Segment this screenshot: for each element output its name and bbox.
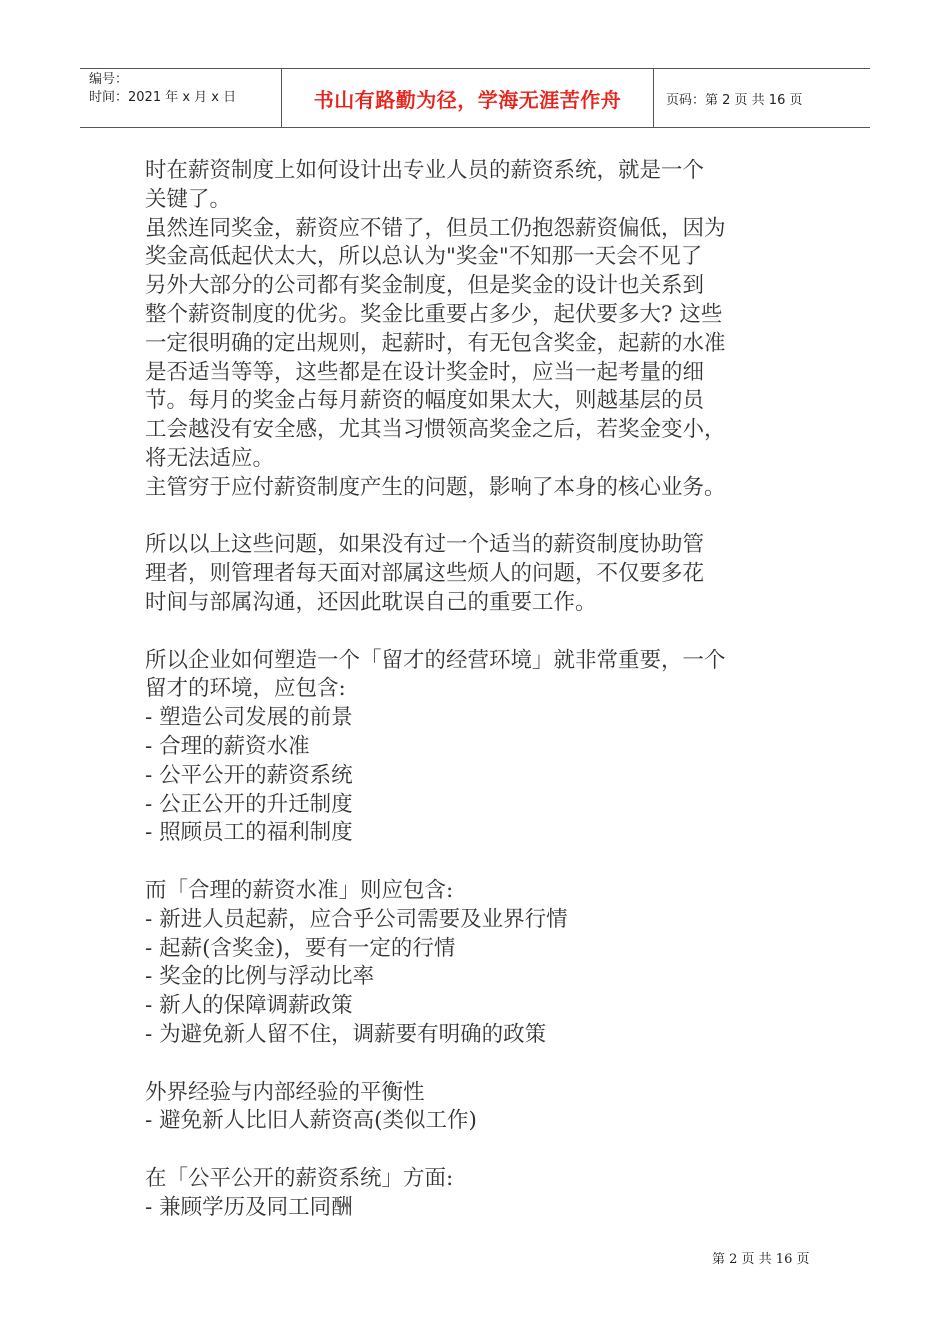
paragraph-gap bbox=[145, 503, 825, 532]
text-line: 虽然连同奖金，薪资应不错了，但员工仍抱怨薪资偏低，因为 bbox=[145, 215, 726, 241]
text-line: 留才的环境，应包含: bbox=[145, 676, 346, 702]
list-item: - 新人的保障调薪政策 bbox=[145, 993, 353, 1019]
list-item: - 照顾员工的福利制度 bbox=[145, 820, 353, 846]
text-line: 在「公平公开的薪资系统」方面: bbox=[145, 1165, 454, 1191]
paragraph-gap bbox=[145, 618, 825, 647]
list-item: - 公正公开的升迁制度 bbox=[145, 791, 353, 817]
page-footer: 第 2 页 共 16 页 bbox=[712, 1252, 810, 1267]
header-motto: 书山有路勤为径，学海无涯苦作舟 bbox=[282, 69, 654, 127]
header-page-info: 页码：第 2 页 共 16 页 bbox=[666, 92, 803, 108]
list-item: - 起薪(含奖金)，要有一定的行情 bbox=[145, 935, 456, 961]
list-item: - 新进人员起薪，应合乎公司需要及业界行情 bbox=[145, 906, 568, 932]
text-line: 而「合理的薪资水准」则应包含: bbox=[145, 877, 454, 903]
text-line: 整个薪资制度的优劣。奖金比重要占多少，起伏要多大? 这些 bbox=[145, 301, 723, 327]
text-line: 主管穷于应付薪资制度产生的问题，影响了本身的核心业务。 bbox=[145, 474, 726, 500]
list-item: - 为避免新人留不住，调薪要有明确的政策 bbox=[145, 1021, 547, 1047]
list-item: - 奖金的比例与浮动比率 bbox=[145, 964, 375, 990]
text-line: 时在薪资制度上如何设计出专业人员的薪资系统，就是一个 bbox=[145, 158, 705, 183]
text-line: 外界经验与内部经验的平衡性 bbox=[145, 1079, 425, 1105]
text-line: 工会越没有安全感，尤其当习惯领高奖金之后，若奖金变小， bbox=[145, 417, 726, 443]
text-line: 一定很明确的定出规则，起薪时，有无包含奖金，起薪的水准 bbox=[145, 330, 726, 356]
list-item: - 塑造公司发展的前景 bbox=[145, 705, 353, 731]
header-meta bbox=[80, 69, 282, 127]
text-line: 所以以上这些问题，如果没有过一个适当的薪资制度协助管 bbox=[145, 532, 705, 558]
text-line: 关键了。 bbox=[145, 186, 232, 212]
document-date-label: 时间：2021 年 x 月 x 日 bbox=[89, 90, 237, 105]
paragraph-gap bbox=[145, 1050, 825, 1079]
list-item: - 合理的薪资水准 bbox=[145, 733, 310, 759]
text-line: 理者，则管理者每天面对部属这些烦人的问题，不仅要多花 bbox=[145, 561, 705, 587]
text-line: 时间与部属沟通，还因此耽误自己的重要工作。 bbox=[145, 589, 597, 615]
text-line: 将无法适应。 bbox=[145, 445, 275, 471]
list-item: - 避免新人比旧人薪资高(类似工作) bbox=[145, 1108, 477, 1134]
text-line: 奖金高低起伏太大，所以总认为"奖金"不知那一天会不见了 bbox=[145, 244, 703, 270]
document-number-label: 编号： bbox=[89, 72, 129, 87]
list-item: - 兼顾学历及同工同酬 bbox=[145, 1194, 353, 1220]
text-line: 所以企业如何塑造一个「留才的经营环境」就非常重要，一个 bbox=[145, 647, 726, 673]
text-line: 另外大部分的公司都有奖金制度，但是奖金的设计也关系到 bbox=[145, 273, 705, 299]
page-header bbox=[80, 68, 870, 128]
list-item: - 公平公开的薪资系统 bbox=[145, 762, 353, 788]
text-line: 是否适当等等，这些都是在设计奖金时，应当一起考量的细 bbox=[145, 359, 705, 385]
paragraph-gap bbox=[145, 848, 825, 877]
document-body bbox=[145, 157, 825, 1222]
text-line: 节。每月的奖金占每月薪资的幅度如果太大，则越基层的员 bbox=[145, 388, 705, 414]
paragraph-gap bbox=[145, 1136, 825, 1165]
